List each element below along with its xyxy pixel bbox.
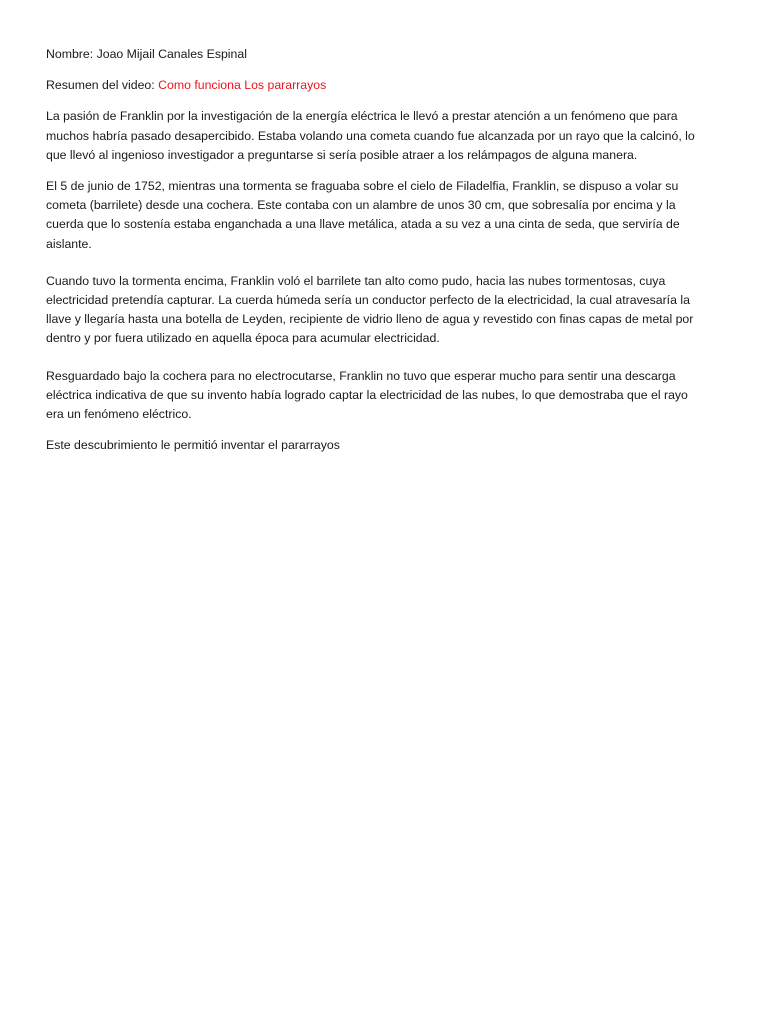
paragraph-3: Cuando tuvo la tormenta encima, Franklin voló el barrilete tan alto como pudo, hacia las nubes tormentosas, cuya electricidad pretendía capturar. La cuerda húmeda sería un conductor perfecto de la electricidad, la cual atravesaría la llave y llegaría hasta una botella de Leyden, recipiente de vidrio lleno de agua y revestido con finas capas de metal por dentro y por fuera utilizado en aquella época para acumular electricidad.: [46, 273, 694, 346]
video-title: Como funciona Los pararrayos: [158, 78, 327, 93]
summary-line: [46, 76, 708, 95]
summary-label: Resumen del video:: [46, 78, 155, 93]
paragraph-5: Este descubrimiento le permitió inventar el pararrayos: [46, 438, 340, 453]
paragraph-4: Resguardado bajo la cochera para no electrocutarse, Franklin no tuvo que esperar mucho para sentir una descarga eléctrica indicativa de que su invento había logrado captar la electricidad de las nubes, lo que demostraba que el rayo era un fenómeno eléctrico.: [46, 368, 688, 422]
name-line: [46, 45, 708, 64]
name-label: Nombre:: [46, 47, 94, 61]
author-name: Joao Mijail Canales Espinal: [96, 47, 247, 61]
paragraph-2: El 5 de junio de 1752, mientras una tormenta se fraguaba sobre el cielo de Filadelfia, Franklin, se dispuso a volar su cometa (barrilete) desde una cochera. Este contaba con un alambre de unos 30 cm, que sobresalía por encima y la cuerda que lo sostenía estaba enganchada a una llave metálica, atada a su vez a una cinta de seda, que serviría de aislante.: [46, 179, 680, 251]
paragraph-1: La pasión de Franklin por la investigación de la energía eléctrica le llevó a prestar atención a un fenómeno que para muchos habría pasado desapercibido. Estaba volando una cometa cuando fue alcanzada por un rayo que la calcinó, lo que llevó al ingenioso investigador a preguntarse si sería posible atraer a los relámpagos de alguna manera.: [46, 109, 695, 162]
